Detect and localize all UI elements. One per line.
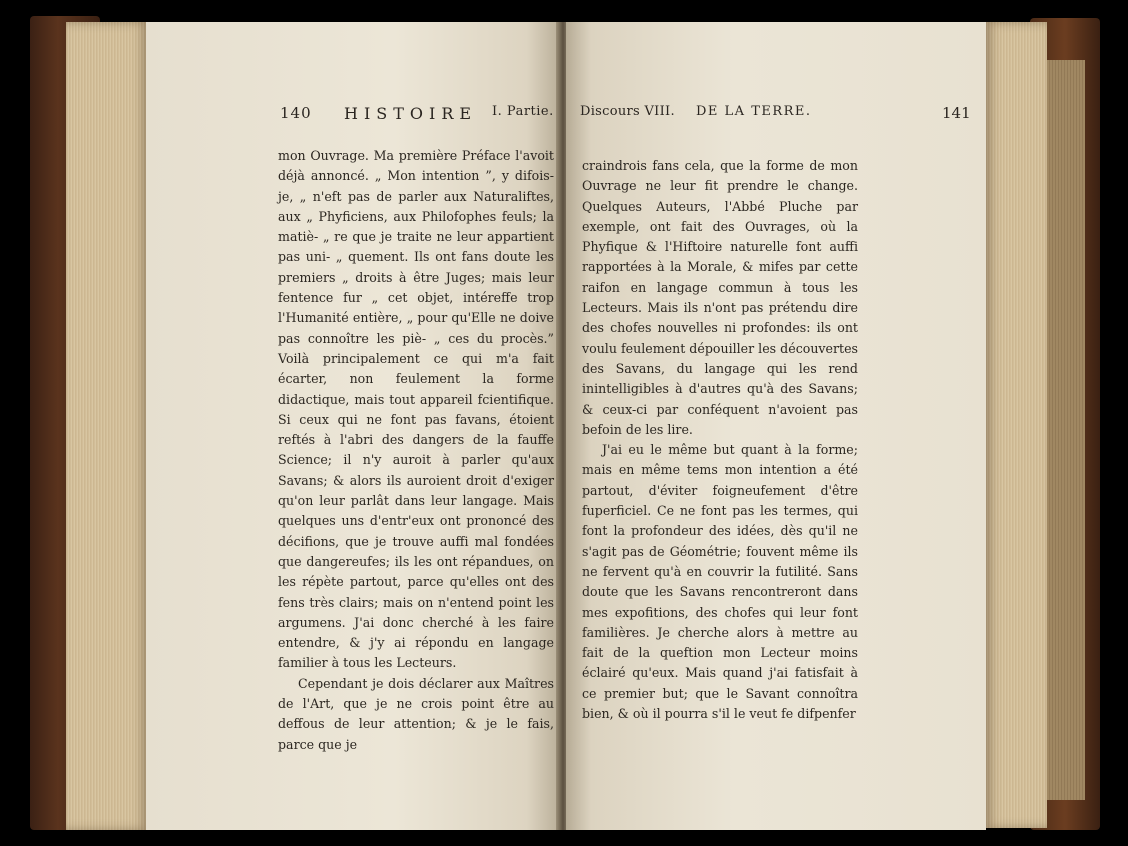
right-discourse-label: Discours VIII. (580, 104, 675, 119)
left-body-text (278, 146, 554, 755)
right-paragraph-1: craindrois fans cela, que la forme de mon Ouvrage ne leur fit prendre le change. Quelques Auteurs, l'Abbé Pluche par exemple, ont fait des Ouvrages, où la Phyfique & l'Hiftoire naturelle font auffi rapportées à la Morale, & mifes par cette raifon en langage commun à tous les Lecteurs. Mais ils n'ont pas prétendu dire des chofes nouvelles ni profondes: ils ont voulu feulement dépouiller les découvertes des Savans, du langage qui les rend inintelligibles à d'autres qu'à des Savans; & ceux-ci par conféquent n'avoient pas befoin de les lire. (582, 158, 858, 437)
left-paragraph-2: Cependant je dois déclarer aux Maîtres de l'Art, que je ne crois point être au deffous de leur attention; & je le fais, parce que je (278, 675, 554, 752)
right-paragraph-2: J'ai eu le même but quant à la forme; mais en même tems mon intention a été partout, d'éviter foigneufement d'être fuperficiel. Ce ne font pas les termes, qui font la profondeur des idées, dès qu'il ne s'agit pas de Géométrie; fouvent même ils ne fervent qu'à en couvrir la futilité. Sans doute que les Savans rencontreront dans mes expofitions, des chofes qui leur font familières. Je cherche alors à mettre au fait de la queftion mon Lecteur moins éclairé qu'eux. Mais quand j'ai fatisfait à ce premier but; que le Savant connoîtra bien, & où il pourra s'il le veut fe difpenfer (582, 442, 858, 722)
left-page (146, 22, 560, 830)
left-running-title: HISTOIRE (344, 104, 478, 123)
left-page-edges (66, 22, 148, 830)
left-part-label: I. Partie. (492, 104, 554, 119)
right-running-title: DE LA TERRE. (696, 104, 812, 119)
right-page (566, 22, 986, 830)
right-body-text (582, 156, 858, 724)
left-paragraph-1: mon Ouvrage. Ma première Préface l'avoit déjà annoncé. „ Mon intention ”, y difois-je, „ n'eft pas de parler aux Naturaliftes, aux „ Phyficiens, aux Philofophes feuls; la matiè- „ re que je traite ne leur appartient pas uni- „ quement. Ils ont fans doute les premiers „ droits à être Juges; mais leur fentence fur „ cet objet, intéreffe trop l'Humanité entière, „ pour qu'Elle ne doive pas connoître les piè- „ ces du procès.” Voilà principalement ce qui m'a fait écarter, non feulement la forme didactique, mais tout appareil fcientifique. Si ceux qui ne font pas favans, étoient reftés à l'abri des dangers de la fauffe Science; il n'y auroit à parler qu'aux Savans; & alors ils auroient droit d'exiger qu'on leur parlât dans leur langage. Mais quelques uns d'entr'eux ont prononcé des décifions, que je trouve auffi mal fondées que dangereufes; ils les ont répandues, on les répète partout, parce qu'elles ont des fens très clairs; mais on n'entend point les argumens. J'ai donc cherché à les faire entendre, & j'y ai répondu en langage familier à tous les Lecteurs. (278, 148, 554, 671)
right-page-number: 141 (942, 104, 971, 122)
right-page-edges-outer (1045, 60, 1085, 800)
right-page-edges (985, 22, 1047, 828)
left-page-number: 140 (280, 104, 312, 122)
